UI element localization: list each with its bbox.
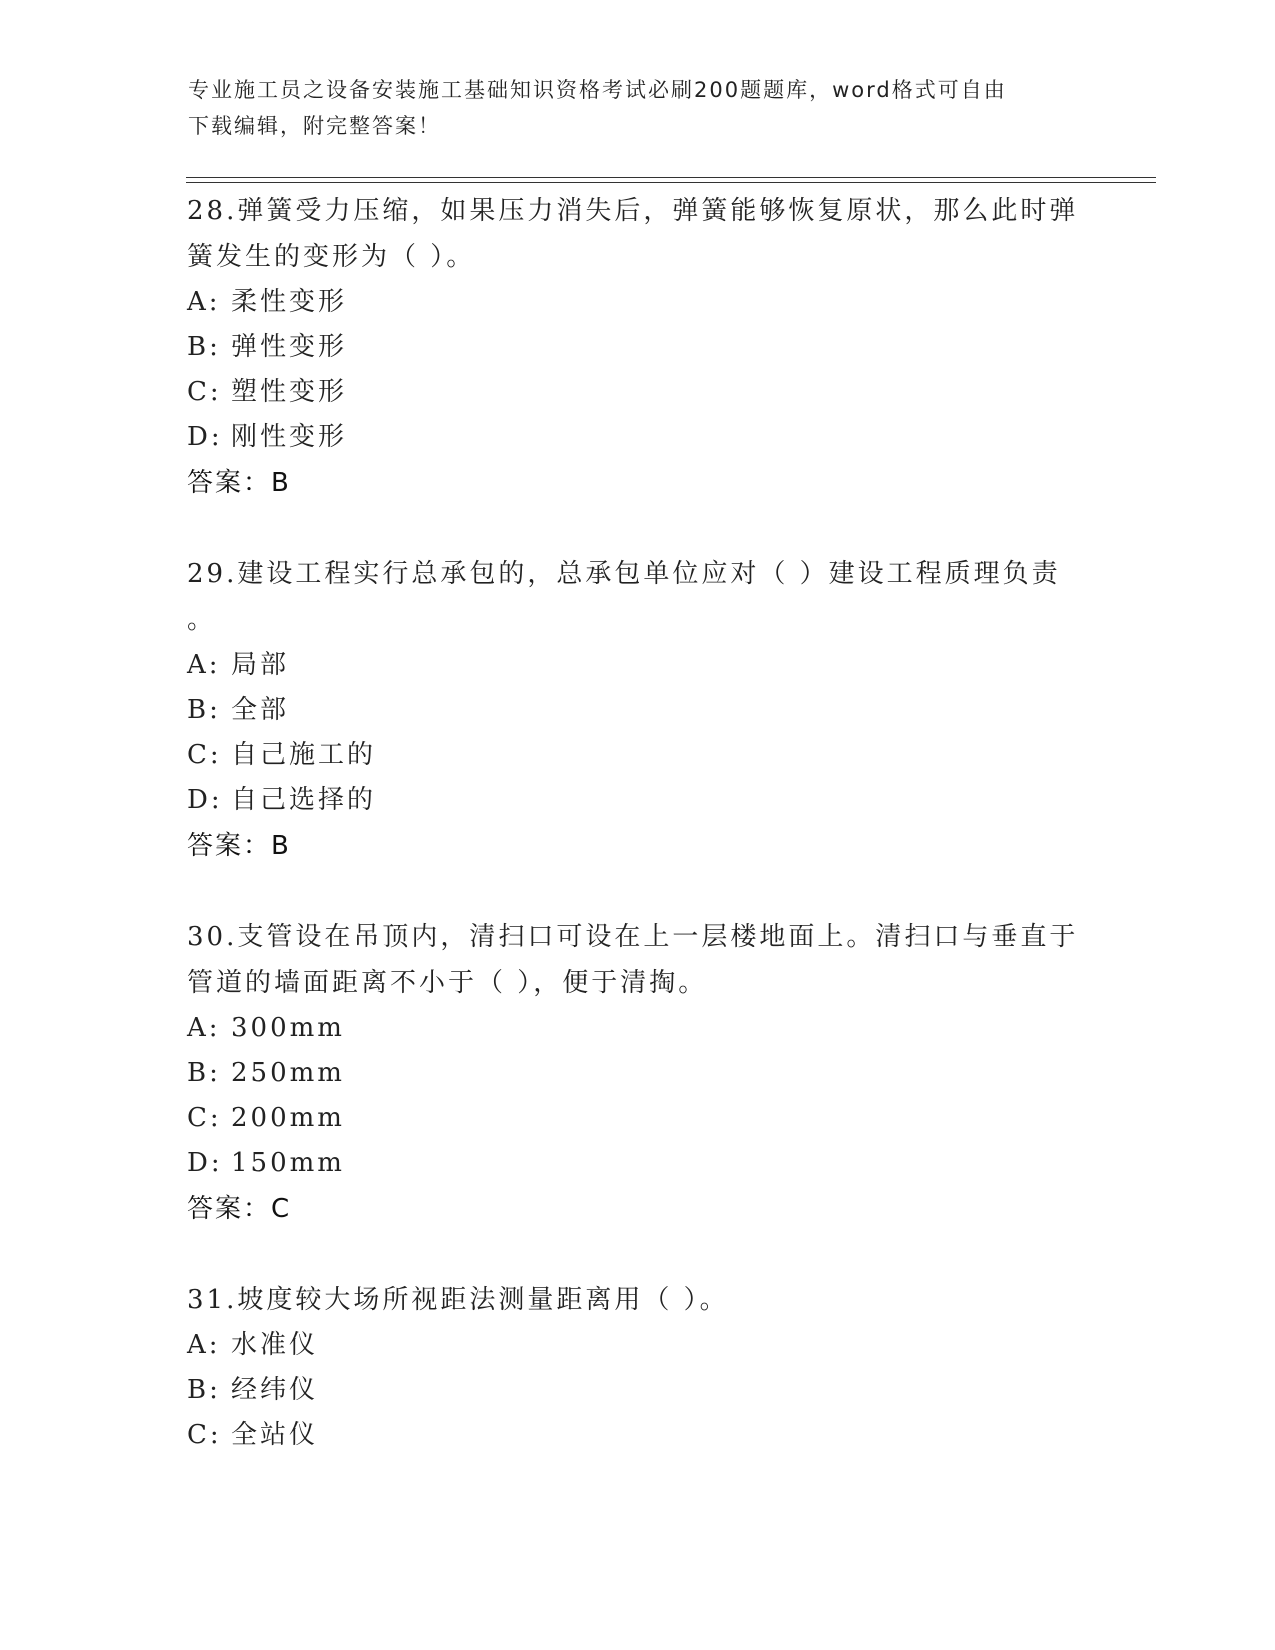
option-c (187, 733, 1087, 778)
option-d (187, 415, 1087, 460)
option-d (187, 1141, 1087, 1186)
question-28 (187, 188, 1087, 506)
option-letter: A: (187, 1013, 221, 1043)
question-stem-line: 29.建设工程实行总承包的，总承包单位应对（ ）建设工程质理负责 (187, 559, 1061, 589)
question-29 (187, 551, 1087, 869)
answer-line: 答案：B (187, 468, 291, 498)
option-letter: B: (187, 332, 221, 362)
option-a (187, 280, 1087, 325)
option-letter: C: (187, 1420, 222, 1450)
option-text: 200mm (231, 1103, 345, 1133)
question-stem-line: 30.支管设在吊顶内，清扫口可设在上一层楼地面上。清扫口与垂直于 (187, 922, 1079, 952)
option-a (187, 1006, 1087, 1051)
option-b (187, 688, 1087, 733)
option-text: 刚性变形 (231, 422, 348, 452)
option-text: 局部 (231, 650, 290, 680)
header-divider-bottom (186, 182, 1156, 183)
option-text: 全站仪 (231, 1420, 319, 1450)
option-b (187, 1368, 1087, 1413)
question-spacer (187, 506, 1087, 551)
option-text: 150mm (231, 1148, 345, 1178)
option-letter: A: (187, 650, 221, 680)
header-line-2: 下载编辑，附完整答案！ (188, 114, 441, 138)
option-letter: D: (187, 785, 223, 815)
option-text: 水准仪 (231, 1330, 319, 1360)
option-text: 300mm (231, 1013, 345, 1043)
option-letter: B: (187, 1375, 221, 1405)
option-letter: A: (187, 287, 221, 317)
document-header (188, 72, 1068, 144)
option-text: 弹性变形 (231, 332, 348, 362)
option-b (187, 325, 1087, 370)
option-text: 塑性变形 (231, 377, 348, 407)
question-stem (187, 1277, 1072, 1323)
question-stem-line: 28.弹簧受力压缩，如果压力消失后，弹簧能够恢复原状，那么此时弹 (187, 196, 1079, 226)
header-divider-top (186, 177, 1156, 178)
option-letter: A: (187, 1330, 221, 1360)
option-text: 自己施工的 (231, 740, 377, 770)
answer-line: 答案：C (187, 1194, 292, 1224)
question-stem-line: 簧发生的变形为（ ）。 (187, 242, 476, 272)
option-letter: B: (187, 695, 221, 725)
question-stem (187, 188, 1079, 280)
option-letter: C: (187, 740, 222, 770)
question-spacer (187, 1232, 1087, 1277)
option-letter: C: (187, 1103, 222, 1133)
question-31 (187, 1277, 1087, 1458)
answer-line: 答案：B (187, 831, 291, 861)
question-stem (187, 551, 1072, 643)
option-c (187, 370, 1087, 415)
option-text: 全部 (231, 695, 290, 725)
question-spacer (187, 869, 1087, 914)
option-a (187, 1323, 1087, 1368)
option-d (187, 778, 1087, 823)
option-text: 经纬仪 (231, 1375, 319, 1405)
option-a (187, 643, 1087, 688)
header-line-1: 专业施工员之设备安装施工基础知识资格考试必刷200题题库，word格式可自由 (188, 78, 1007, 102)
option-b (187, 1051, 1087, 1096)
question-stem-line: 31.坡度较大场所视距法测量距离用（ ）。 (187, 1285, 729, 1315)
option-text: 自己选择的 (231, 785, 377, 815)
option-letter: C: (187, 377, 222, 407)
option-letter: D: (187, 422, 223, 452)
question-30 (187, 914, 1087, 1232)
option-letter: D: (187, 1148, 223, 1178)
option-letter: B: (187, 1058, 221, 1088)
option-c (187, 1413, 1087, 1458)
question-stem-line: 管道的墙面距离不小于（ ），便于清掏。 (187, 968, 708, 998)
question-stem-line: 。 (187, 605, 217, 635)
option-text: 250mm (231, 1058, 345, 1088)
option-text: 柔性变形 (231, 287, 348, 317)
question-list (187, 188, 1087, 1458)
option-c (187, 1096, 1087, 1141)
question-stem (187, 914, 1079, 1006)
